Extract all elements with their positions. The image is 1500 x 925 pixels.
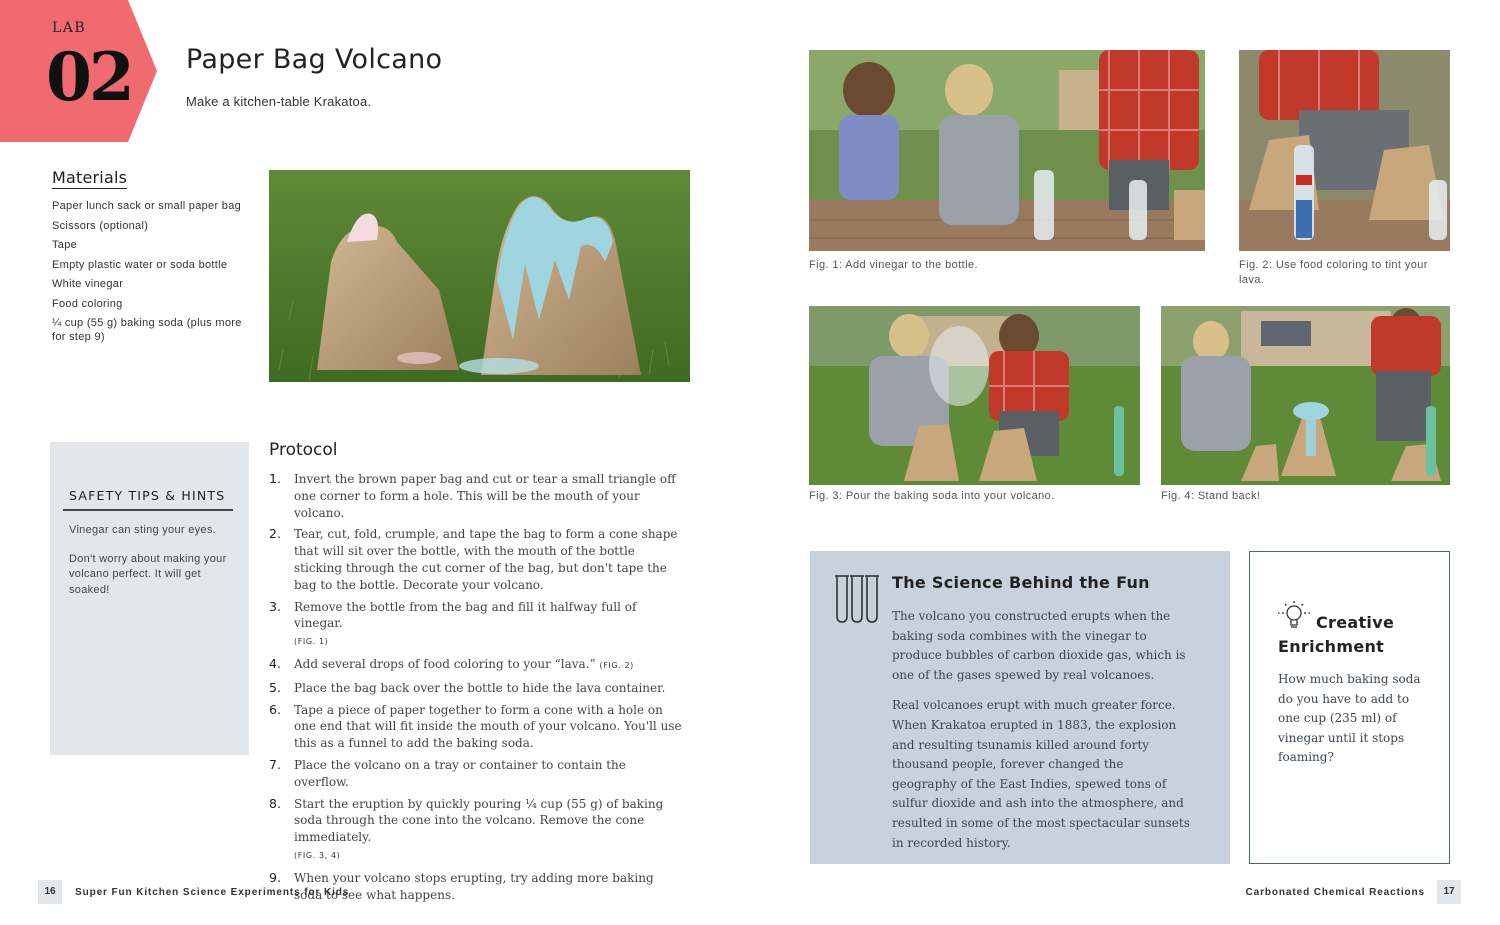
figure-reference: (FIG. 2) xyxy=(599,660,634,670)
figure-2-caption: Fig. 2: Use food coloring to tint your lava. xyxy=(1239,259,1428,286)
protocol-heading: Protocol xyxy=(269,440,338,460)
science-body xyxy=(892,607,1192,864)
page-title: Paper Bag Volcano xyxy=(186,44,443,75)
material-item: Scissors (optional) xyxy=(52,219,149,232)
material-item: White vinegar xyxy=(52,278,124,290)
science-heading: The Science Behind the Fun xyxy=(892,573,1150,592)
step-text: Tear, cut, fold, crumple, and tape the bag to form a cone shape that will sit over the bottle, with the mouth of the bottle sticking through the cut corner of the bag, but don't tape the bag to the bottle. Decorate your volcano. xyxy=(294,527,678,592)
science-box xyxy=(810,551,1230,864)
figure-3-photo xyxy=(809,306,1140,485)
step-number: 2. xyxy=(269,526,281,542)
figure-4-caption: Fig. 4: Stand back! xyxy=(1161,490,1261,502)
test-tubes-icon xyxy=(834,574,880,624)
materials-heading: Materials xyxy=(52,168,128,187)
protocol-step xyxy=(269,757,684,791)
protocol-step xyxy=(269,656,684,675)
safety-tip: Don't worry about making your volcano perfect. It will get soaked! xyxy=(69,552,227,596)
page-number-right: 17 xyxy=(1437,880,1461,904)
step-text: Add several drops of food coloring to your “lava.” xyxy=(294,656,596,671)
figure-1-image xyxy=(809,50,1205,251)
figure-reference: (FIG. 3, 4) xyxy=(294,850,341,860)
step-number: 6. xyxy=(269,701,281,717)
science-paragraph: Real volcanoes erupt with much greater force. When Krakatoa erupted in 1883, the explosion and resulting tsunamis killed around forty thousand people, forever changed the geography of the East Indies, spewed tons of sulfur dioxide and ash into the atmosphere, and resulted in some of the most spectacular sunsets in recorded history. xyxy=(892,698,1190,850)
protocol-step xyxy=(269,702,684,752)
step-number: 9. xyxy=(269,869,281,885)
step-text: Place the bag back over the bottle to hide the lava container. xyxy=(294,680,666,695)
protocol-step xyxy=(269,599,684,651)
lab-number: 02 xyxy=(46,38,132,116)
step-text: Tape a piece of paper together to form a cone with a hole on one end that will fit inside the mouth of your volcano. You'll use this as a funnel to add the baking soda. xyxy=(294,702,682,751)
protocol-section xyxy=(269,471,684,908)
volcano-hero-photo xyxy=(269,170,690,382)
volcano-photo-image xyxy=(269,170,690,382)
protocol-steps xyxy=(269,471,684,903)
figure-1-caption: Fig. 1: Add vinegar to the bottle. xyxy=(809,259,978,271)
material-item: ¼ cup (55 g) baking soda (plus more for step 9) xyxy=(52,317,242,343)
material-item: Food coloring xyxy=(52,297,123,310)
step-text: Start the eruption by quickly pouring ¼ cup (55 g) of baking soda through the cone into the volcano. Remove the cone immediately. xyxy=(294,796,664,845)
step-number: 5. xyxy=(269,679,281,695)
step-number: 1. xyxy=(269,471,281,486)
figure-reference: (FIG. 1) xyxy=(294,637,329,647)
protocol-step xyxy=(269,526,684,593)
protocol-step xyxy=(269,680,684,697)
figure-2-image xyxy=(1239,50,1450,251)
materials-list xyxy=(52,200,252,344)
material-item: Tape xyxy=(52,239,78,251)
creative-heading: Enrichment xyxy=(1278,637,1385,656)
step-number: 4. xyxy=(269,655,281,671)
science-paragraph: The volcano you constructed erupts when the baking soda combines with the vinegar to produce bubbles of carbon dioxide gas, which is one of the gases spewed by real volcanoes. xyxy=(892,609,1186,682)
figure-2-photo xyxy=(1239,50,1450,251)
step-text: When your volcano stops erupting, try adding more baking soda to see what happens. xyxy=(294,870,654,902)
figure-3-caption: Fig. 3: Pour the baking soda into your volcano. xyxy=(809,490,1055,502)
figure-1-photo xyxy=(809,50,1205,251)
book-title-footer: Super Fun Kitchen Science Experiments for Kids xyxy=(75,887,350,898)
figure-3-image xyxy=(809,306,1140,485)
step-text: Invert the brown paper bag and cut or tear a small triangle off one corner to form a hole. This will be the mouth of your volcano. xyxy=(294,472,676,520)
lab-badge xyxy=(0,0,158,142)
materials-section xyxy=(52,168,252,350)
chapter-title-footer: Carbonated Chemical Reactions xyxy=(1245,887,1425,898)
step-number: 3. xyxy=(269,598,281,614)
protocol-step xyxy=(269,471,684,521)
figure-4-photo xyxy=(1161,306,1450,485)
safety-heading: SAFETY TIPS & HINTS xyxy=(63,488,233,511)
lightbulb-icon xyxy=(1276,600,1312,630)
figure-4-image xyxy=(1161,306,1450,485)
material-item: Empty plastic water or soda bottle xyxy=(52,258,228,271)
lab-label: LAB xyxy=(52,20,87,36)
safety-tip: Vinegar can sting your eyes. xyxy=(69,524,217,536)
creative-body: How much baking soda do you have to add to one cup (235 ml) of vinegar until it stops foaming? xyxy=(1278,672,1421,765)
step-text: Remove the bottle from the bag and fill it halfway full of vinegar. xyxy=(294,599,637,631)
step-number: 8. xyxy=(269,795,281,811)
page-number-left: 16 xyxy=(38,880,62,904)
step-number: 7. xyxy=(269,756,281,772)
creative-heading: Creative xyxy=(1316,613,1395,632)
creative-enrichment-box xyxy=(1249,551,1450,864)
material-item: Paper lunch sack or small paper bag xyxy=(52,200,242,212)
protocol-step xyxy=(269,796,684,865)
page-subtitle: Make a kitchen-table Krakatoa. xyxy=(186,94,372,109)
safety-tips-box xyxy=(50,442,249,755)
step-text: Place the volcano on a tray or container to contain the overflow. xyxy=(294,757,626,789)
